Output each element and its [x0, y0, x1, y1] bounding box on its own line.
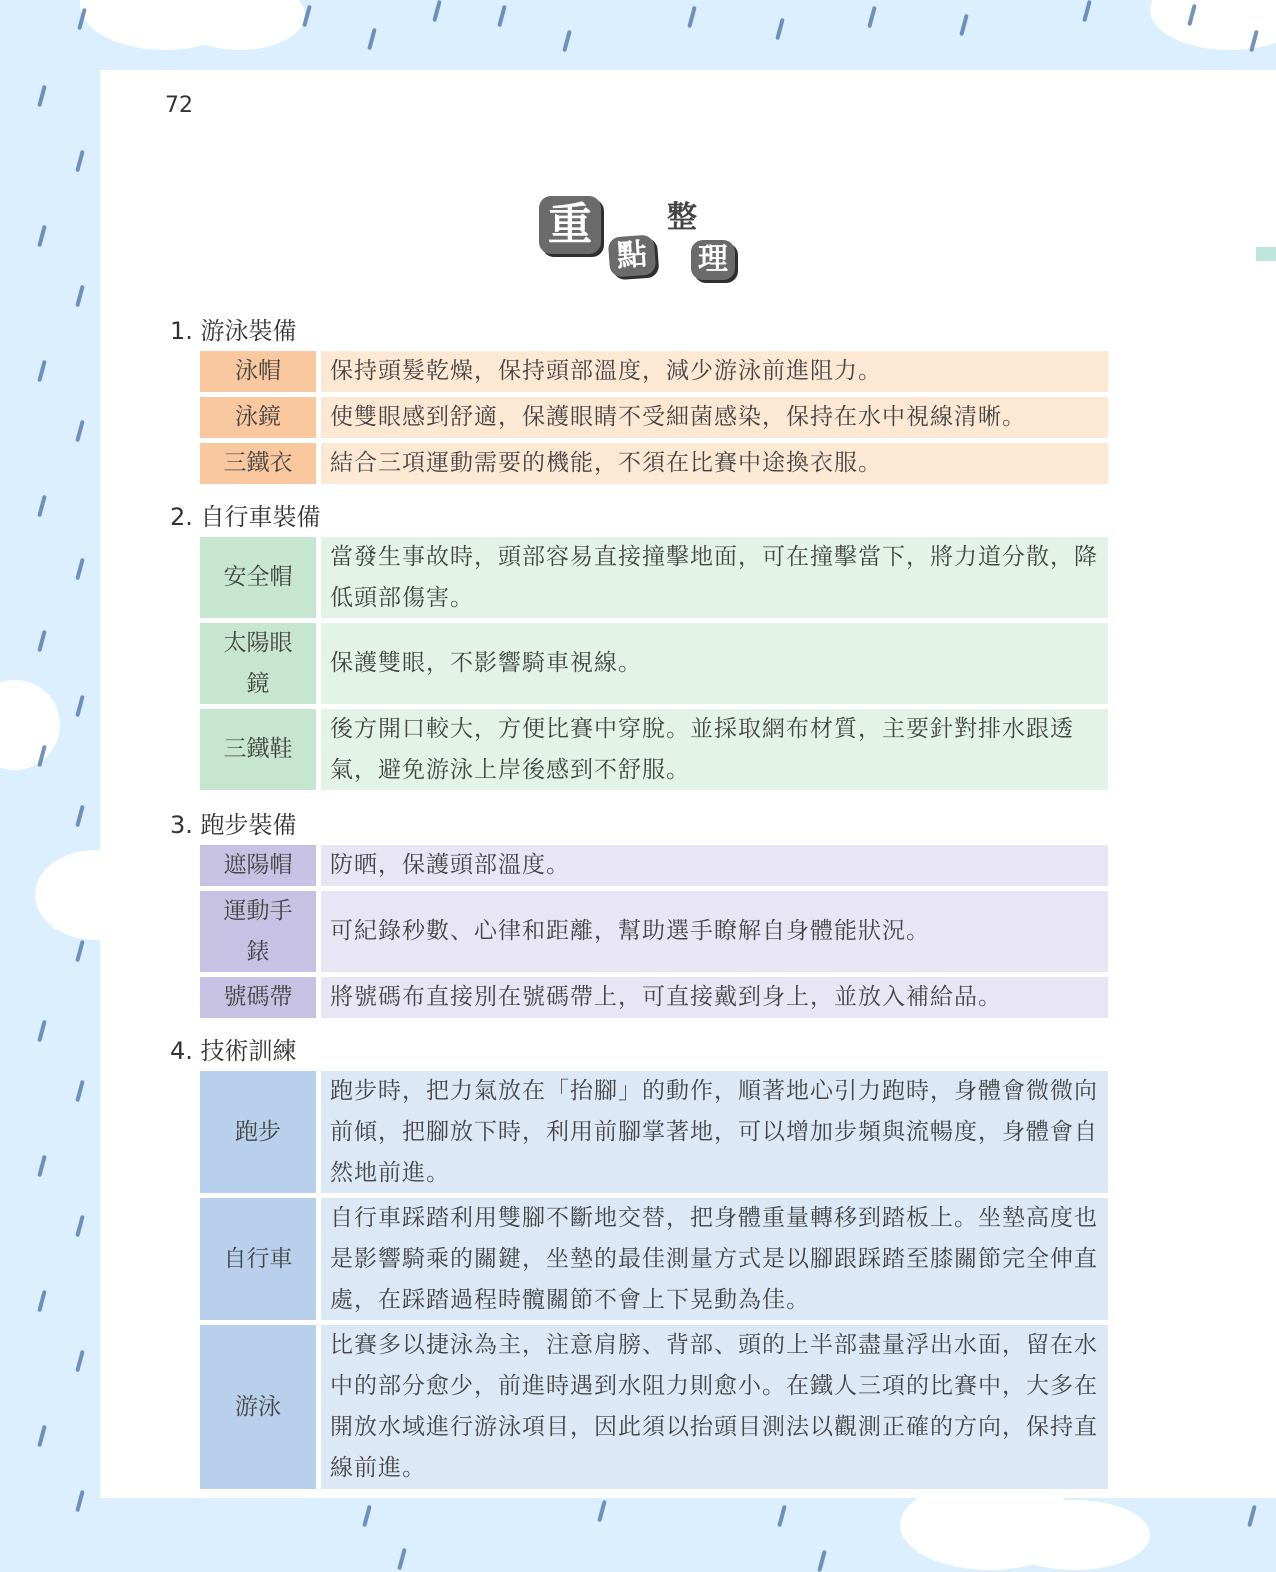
row-label: 泳帽 [200, 351, 316, 392]
row-text: 當發生事故時，頭部容易直接撞擊地面，可在撞擊當下，將力道分散，降低頭部傷害。 [321, 537, 1108, 618]
row-label: 自行車 [200, 1198, 316, 1320]
row-label: 運動手錶 [200, 891, 316, 972]
swim-gear-table [200, 351, 1108, 489]
table-row [200, 1198, 1108, 1320]
bike-gear-table [200, 537, 1108, 795]
title-char-3: 整 [659, 198, 705, 238]
section-heading-run-gear: 3. 跑步裝備 [170, 811, 297, 839]
run-gear-table [200, 845, 1108, 1023]
row-text: 後方開口較大，方便比賽中穿脫。並採取網布材質，主要針對排水跟透氣，避免游泳上岸後感到不舒服。 [321, 709, 1108, 790]
table-row [200, 709, 1108, 790]
table-row [200, 1071, 1108, 1193]
table-row [200, 977, 1108, 1018]
table-row [200, 443, 1108, 484]
title-char-2: 點 [608, 234, 657, 277]
row-label: 三鐵鞋 [200, 709, 316, 790]
row-label: 泳鏡 [200, 397, 316, 438]
row-label: 游泳 [200, 1325, 316, 1489]
row-label: 三鐵衣 [200, 443, 316, 484]
technique-table [200, 1071, 1108, 1494]
row-label: 跑步 [200, 1071, 316, 1193]
row-text: 使雙眼感到舒適，保護眼睛不受細菌感染，保持在水中視線清晰。 [321, 397, 1108, 438]
row-text: 防晒，保護頭部溫度。 [321, 845, 1108, 886]
row-text: 保持頭髮乾燥，保持頭部溫度，減少游泳前進阻力。 [321, 351, 1108, 392]
title-char-1: 重 [539, 196, 601, 254]
row-label: 安全帽 [200, 537, 316, 618]
table-row [200, 891, 1108, 972]
row-text: 比賽多以捷泳為主，注意肩膀、背部、頭的上半部盡量浮出水面，留在水中的部分愈少，前進時遇到水阻力則愈小。在鐵人三項的比賽中，大多在開放水域進行游泳項目，因此須以抬頭目測法以觀測正確的方向，保持直線前進。 [321, 1325, 1108, 1489]
row-text: 跑步時，把力氣放在「抬腳」的動作，順著地心引力跑時，身體會微微向前傾，把腳放下時，利用前腳掌著地，可以增加步頻與流暢度，身體會自然地前進。 [321, 1071, 1108, 1193]
row-text: 結合三項運動需要的機能，不須在比賽中途換衣服。 [321, 443, 1108, 484]
row-label: 太陽眼鏡 [200, 623, 316, 704]
section-heading-bike-gear: 2. 自行車裝備 [170, 503, 321, 531]
cloud-decoration [0, 680, 60, 770]
section-heading-swim-gear: 1. 游泳裝備 [170, 317, 297, 345]
table-row [200, 845, 1108, 886]
section-heading-technique: 4. 技術訓練 [170, 1037, 297, 1065]
row-text: 可紀錄秒數、心律和距離，幫助選手瞭解自身體能狀況。 [321, 891, 1108, 972]
row-text: 保護雙眼，不影響騎車視線。 [321, 623, 1108, 704]
cloud-decoration [1000, 1500, 1150, 1570]
table-row [200, 397, 1108, 438]
title-char-4: 理 [691, 240, 735, 280]
side-tab-marker [1256, 247, 1276, 261]
title-badge [535, 192, 755, 287]
row-text: 將號碼布直接別在號碼帶上，可直接戴到身上，並放入補給品。 [321, 977, 1108, 1018]
row-label: 號碼帶 [200, 977, 316, 1018]
row-text: 自行車踩踏利用雙腳不斷地交替，把身體重量轉移到踏板上。坐墊高度也是影響騎乘的關鍵，坐墊的最佳測量方式是以腳跟踩踏至膝關節完全伸直處，在踩踏過程時髖關節不會上下晃動為佳。 [321, 1198, 1108, 1320]
row-label: 遮陽帽 [200, 845, 316, 886]
table-row [200, 623, 1108, 704]
table-row [200, 1325, 1108, 1489]
page-number: 72 [165, 93, 193, 118]
cloud-decoration [1150, 0, 1276, 50]
table-row [200, 537, 1108, 618]
table-row [200, 351, 1108, 392]
